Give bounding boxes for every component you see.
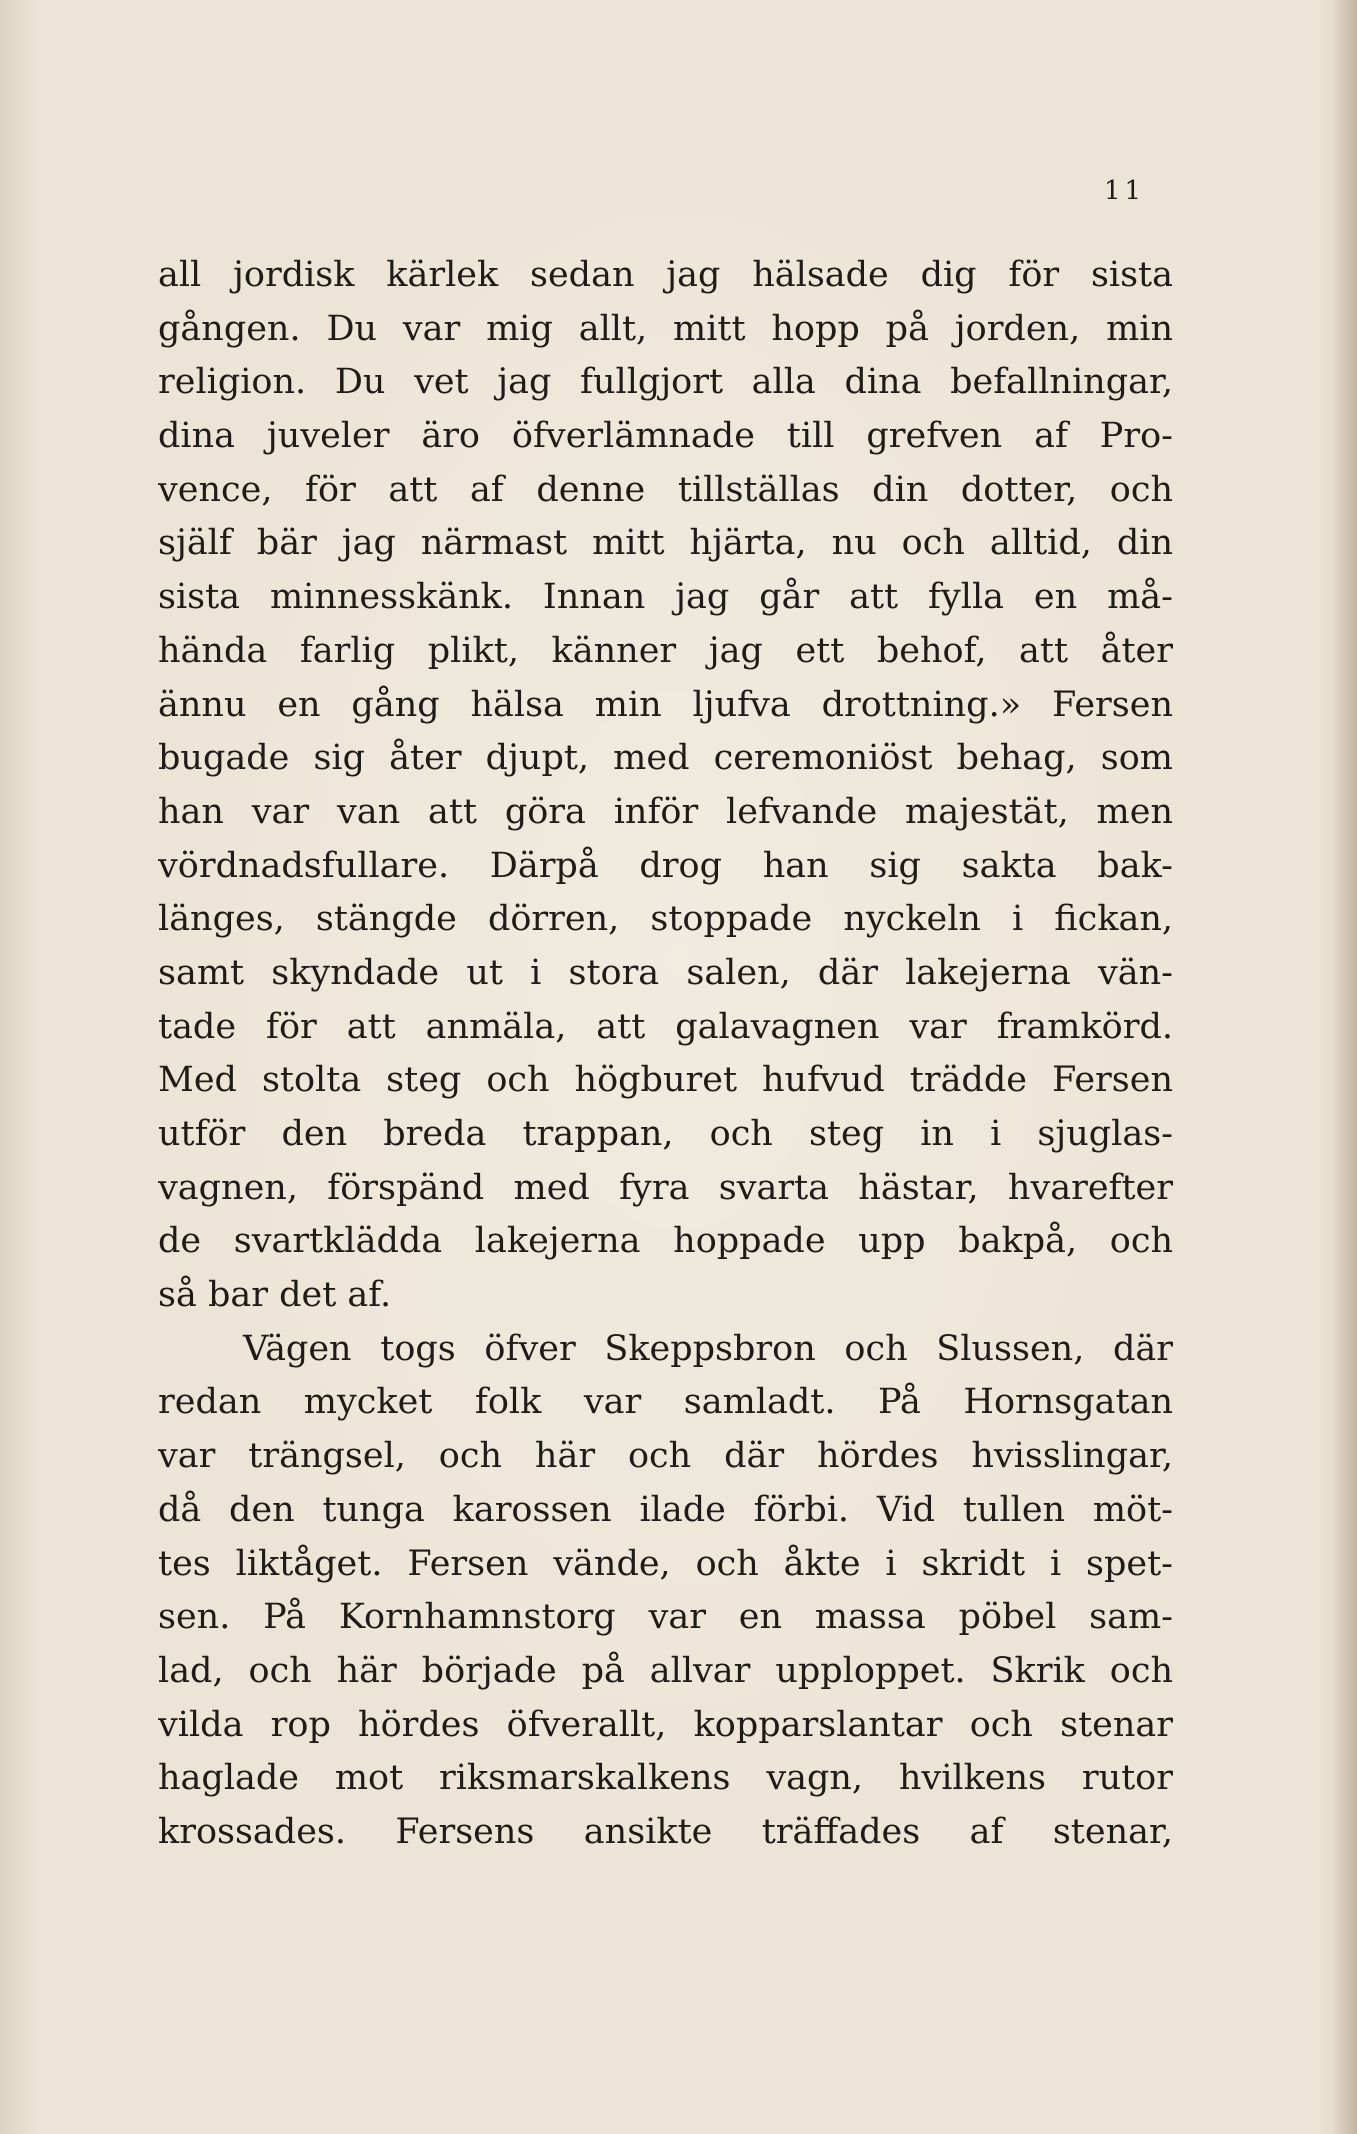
text-line: var trängsel, och här och där hördes hvisslingar, [158,1436,1173,1477]
text-line: religion. Du vet jag fullgjort alla dina befallningar, [158,362,1173,403]
text-line: krossades. Fersens ansikte träffades af stenar, [158,1811,1173,1852]
text-line: så bar det af. [158,1275,392,1316]
text-line: dina juveler äro öfverlämnade till grefven af Pro- [158,416,1173,457]
text-line: all jordisk kärlek sedan jag hälsade dig för sista [158,255,1173,295]
text-line: sen. På Kornhamnstorg var en massa pöbel sam- [158,1597,1173,1638]
text-line: då den tunga karossen ilade förbi. Vid tullen möt- [158,1489,1173,1530]
text-line: redan mycket folk var samladt. På Hornsgatan [158,1382,1173,1423]
text-line: själf bär jag närmast mitt hjärta, nu och alltid, din [158,523,1173,564]
text-line: tade för att anmäla, att galavagnen var framkörd. [158,1006,1173,1047]
text-line: sista minnesskänk. Innan jag går att fylla en må- [158,577,1173,618]
body-text [158,249,1173,1860]
text-line: samt skyndade ut i stora salen, där lakejerna vän- [158,952,1173,993]
text-line: tes liktåget. Fersen vände, och åkte i skridt i spet- [158,1543,1173,1584]
text-line: vilda rop hördes öfverallt, kopparslantar och stenar [158,1704,1173,1745]
text-line: bugade sig åter djupt, med ceremoniöst behag, som [158,738,1173,779]
text-line: vagnen, förspänd med fyra svarta hästar, hvarefter [158,1167,1173,1208]
text-line: Med stolta steg och högburet hufvud trädde Fersen [158,1060,1173,1101]
page-edge-shadow [1333,0,1357,2134]
text-line: de svartklädda lakejerna hoppade upp bakpå, och [158,1221,1173,1262]
text-line: utför den breda trappan, och steg in i sjuglas- [158,1114,1173,1154]
text-line: gången. Du var mig allt, mitt hopp på jorden, min [158,308,1173,349]
text-line: hända farlig plikt, känner jag ett behof, att åter [158,630,1173,671]
text-line: Vägen togs öfver Skeppsbron och Slussen, där [243,1328,1173,1369]
page-number: 11 [1104,176,1146,206]
text-line: vördnadsfullare. Därpå drog han sig sakta bak- [158,845,1173,886]
text-line: lad, och här började på allvar upploppet. Skrik och [158,1650,1173,1691]
text-line: länges, stängde dörren, stoppade nyckeln i fickan, [158,899,1173,940]
text-line: vence, för att af denne tillställas din dotter, och [158,469,1173,510]
text-line: haglade mot riksmarskalkens vagn, hvilkens rutor [158,1758,1173,1799]
text-line: han var van att göra inför lefvande majestät, men [158,791,1173,832]
text-line: ännu en gång hälsa min ljufva drottning.» Fersen [158,684,1173,725]
